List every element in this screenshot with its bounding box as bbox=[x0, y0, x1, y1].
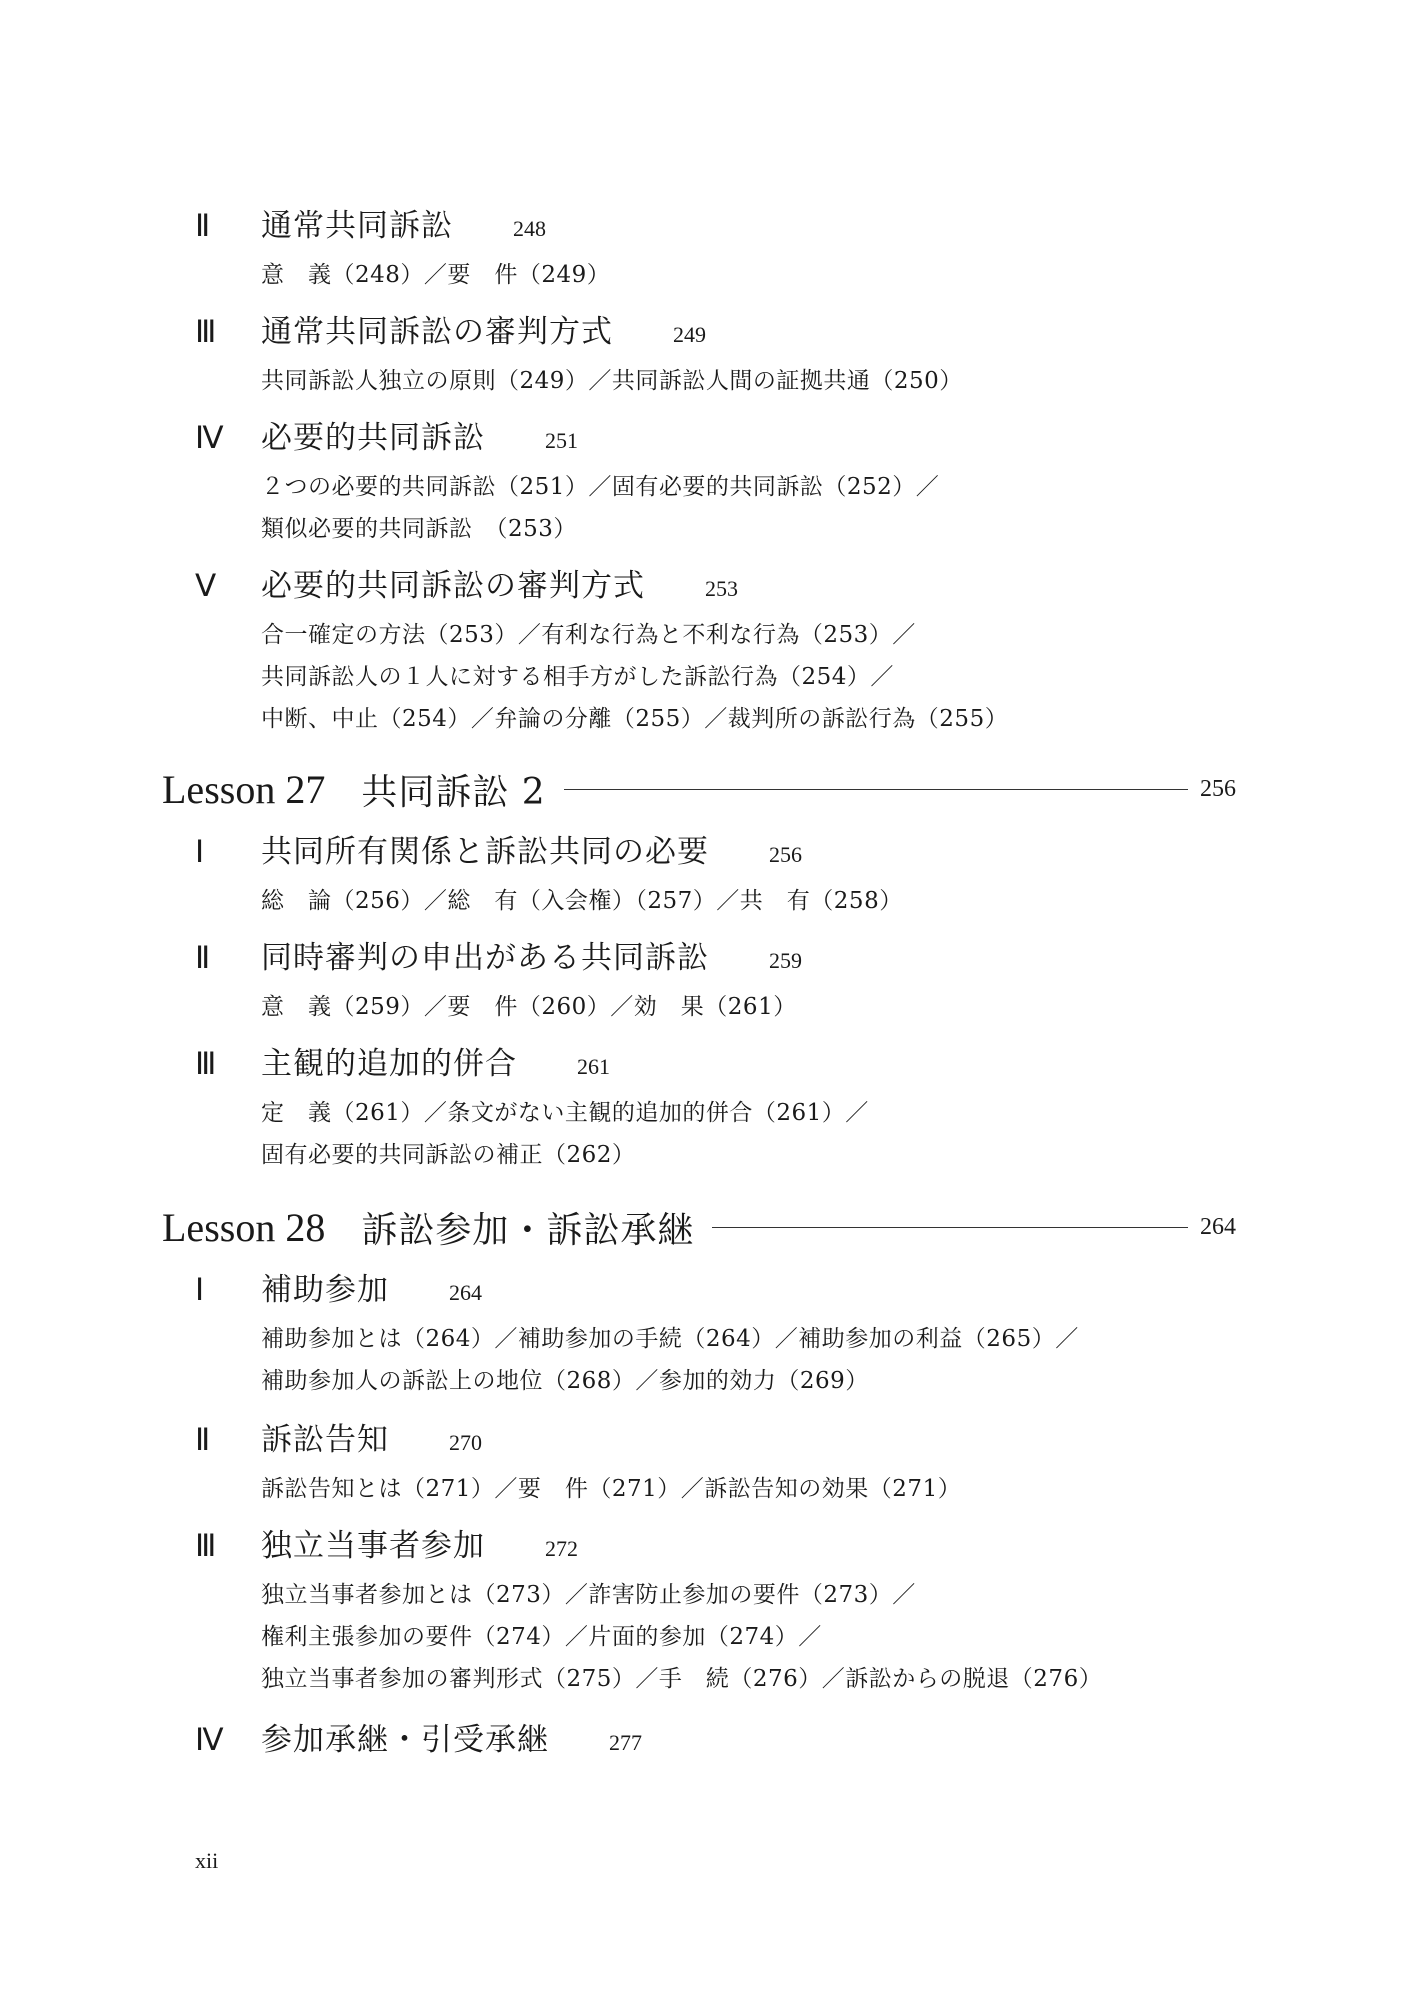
section-page: 261 bbox=[577, 1054, 610, 1079]
subsection-line: 中断、中止（254）／弁論の分離（255）／裁判所の訴訟行為（255） bbox=[261, 706, 1009, 732]
subsection-line: 定 義（261）／条文がない主観的追加的併合（261）／ bbox=[261, 1100, 869, 1126]
section-numeral: Ⅱ bbox=[195, 208, 211, 243]
toc-section bbox=[195, 1714, 642, 1760]
section-page: 248 bbox=[513, 216, 546, 241]
section-page: 249 bbox=[673, 322, 706, 347]
section-page: 264 bbox=[449, 1280, 482, 1305]
toc-section bbox=[195, 412, 578, 458]
section-title: 参加承継・引受承継 bbox=[261, 1722, 549, 1758]
section-page: 272 bbox=[545, 1536, 578, 1561]
toc-section bbox=[195, 1264, 482, 1310]
subsection-line: 独立当事者参加とは（273）／詐害防止参加の要件（273）／ bbox=[261, 1582, 916, 1608]
toc-section bbox=[195, 932, 802, 978]
section-title: 必要的共同訴訟の審判方式 bbox=[261, 568, 645, 604]
page-number: xii bbox=[195, 1848, 219, 1873]
section-title: 必要的共同訴訟 bbox=[261, 420, 485, 456]
lesson-label: Lesson 28 bbox=[162, 1204, 326, 1250]
subsection-line: 意 義（248）／要 件（249） bbox=[261, 262, 611, 288]
leader-rule bbox=[564, 789, 1188, 790]
lesson-page: 264 bbox=[1200, 1213, 1236, 1240]
subsection-line: 固有必要的共同訴訟の補正（262） bbox=[261, 1142, 636, 1168]
toc-section bbox=[195, 306, 706, 352]
lesson-heading bbox=[162, 762, 1236, 816]
lesson-heading bbox=[162, 1200, 1236, 1254]
subsection-line: 権利主張参加の要件（274）／片面的参加（274）／ bbox=[261, 1624, 822, 1650]
subsection-line: 合一確定の方法（253）／有利な行為と不利な行為（253）／ bbox=[261, 622, 916, 648]
section-title: 通常共同訴訟 bbox=[261, 208, 453, 244]
lesson-page: 256 bbox=[1200, 775, 1236, 802]
section-numeral: Ⅳ bbox=[195, 1722, 224, 1757]
subsection-line: 訴訟告知とは（271）／要 件（271）／訴訟告知の効果（271） bbox=[261, 1476, 962, 1502]
subsection-line: 総 論（256）／総 有（入会権）（257）／共 有（258） bbox=[261, 888, 903, 914]
section-title: 主観的追加的併合 bbox=[261, 1046, 517, 1082]
lesson-label: Lesson 27 bbox=[162, 766, 326, 812]
section-title: 補助参加 bbox=[261, 1272, 389, 1308]
subsection-line: 補助参加とは（264）／補助参加の手続（264）／補助参加の利益（265）／ bbox=[261, 1326, 1079, 1352]
section-numeral: Ⅰ bbox=[195, 834, 205, 869]
toc-section bbox=[195, 1520, 578, 1566]
toc-section bbox=[195, 1414, 482, 1460]
lesson-title: 訴訟参加・訴訟承継 bbox=[361, 1209, 695, 1251]
section-numeral: Ⅲ bbox=[195, 1528, 217, 1563]
section-page: 259 bbox=[769, 948, 802, 973]
section-numeral: Ⅲ bbox=[195, 1046, 217, 1081]
section-numeral: Ⅰ bbox=[195, 1272, 205, 1307]
section-numeral: Ⅴ bbox=[195, 568, 217, 603]
subsection-line: 共同訴訟人独立の原則（249）／共同訴訟人間の証拠共通（250） bbox=[261, 368, 963, 394]
section-title: 共同所有関係と訴訟共同の必要 bbox=[261, 834, 709, 870]
subsection-line: 共同訴訟人の１人に対する相手方がした訴訟行為（254）／ bbox=[261, 664, 894, 690]
section-numeral: Ⅲ bbox=[195, 314, 217, 349]
section-title: 同時審判の申出がある共同訴訟 bbox=[261, 940, 709, 976]
subsection-line: 補助参加人の訴訟上の地位（268）／参加的効力（269） bbox=[261, 1368, 869, 1394]
toc-section bbox=[195, 560, 738, 606]
section-page: 251 bbox=[545, 428, 578, 453]
toc-section bbox=[195, 1038, 610, 1084]
section-page: 277 bbox=[609, 1730, 642, 1755]
section-title: 通常共同訴訟の審判方式 bbox=[261, 314, 613, 350]
toc-section bbox=[195, 826, 802, 872]
section-numeral: Ⅳ bbox=[195, 420, 224, 455]
subsection-line: ２つの必要的共同訴訟（251）／固有必要的共同訴訟（252）／ bbox=[261, 474, 940, 500]
subsection-line: 類似必要的共同訴訟 （253） bbox=[261, 516, 577, 542]
section-page: 270 bbox=[449, 1430, 482, 1455]
section-title: 独立当事者参加 bbox=[261, 1528, 485, 1564]
subsection-line: 意 義（259）／要 件（260）／効 果（261） bbox=[261, 994, 797, 1020]
lesson-title: 共同訴訟 2 bbox=[361, 771, 546, 813]
subsection-line: 独立当事者参加の審判形式（275）／手 続（276）／訴訟からの脱退（276） bbox=[261, 1666, 1103, 1692]
section-numeral: Ⅱ bbox=[195, 1422, 211, 1457]
toc-section bbox=[195, 200, 546, 246]
section-page: 256 bbox=[769, 842, 802, 867]
section-numeral: Ⅱ bbox=[195, 940, 211, 975]
section-page: 253 bbox=[705, 576, 738, 601]
leader-rule bbox=[712, 1227, 1188, 1228]
section-title: 訴訟告知 bbox=[261, 1422, 389, 1458]
